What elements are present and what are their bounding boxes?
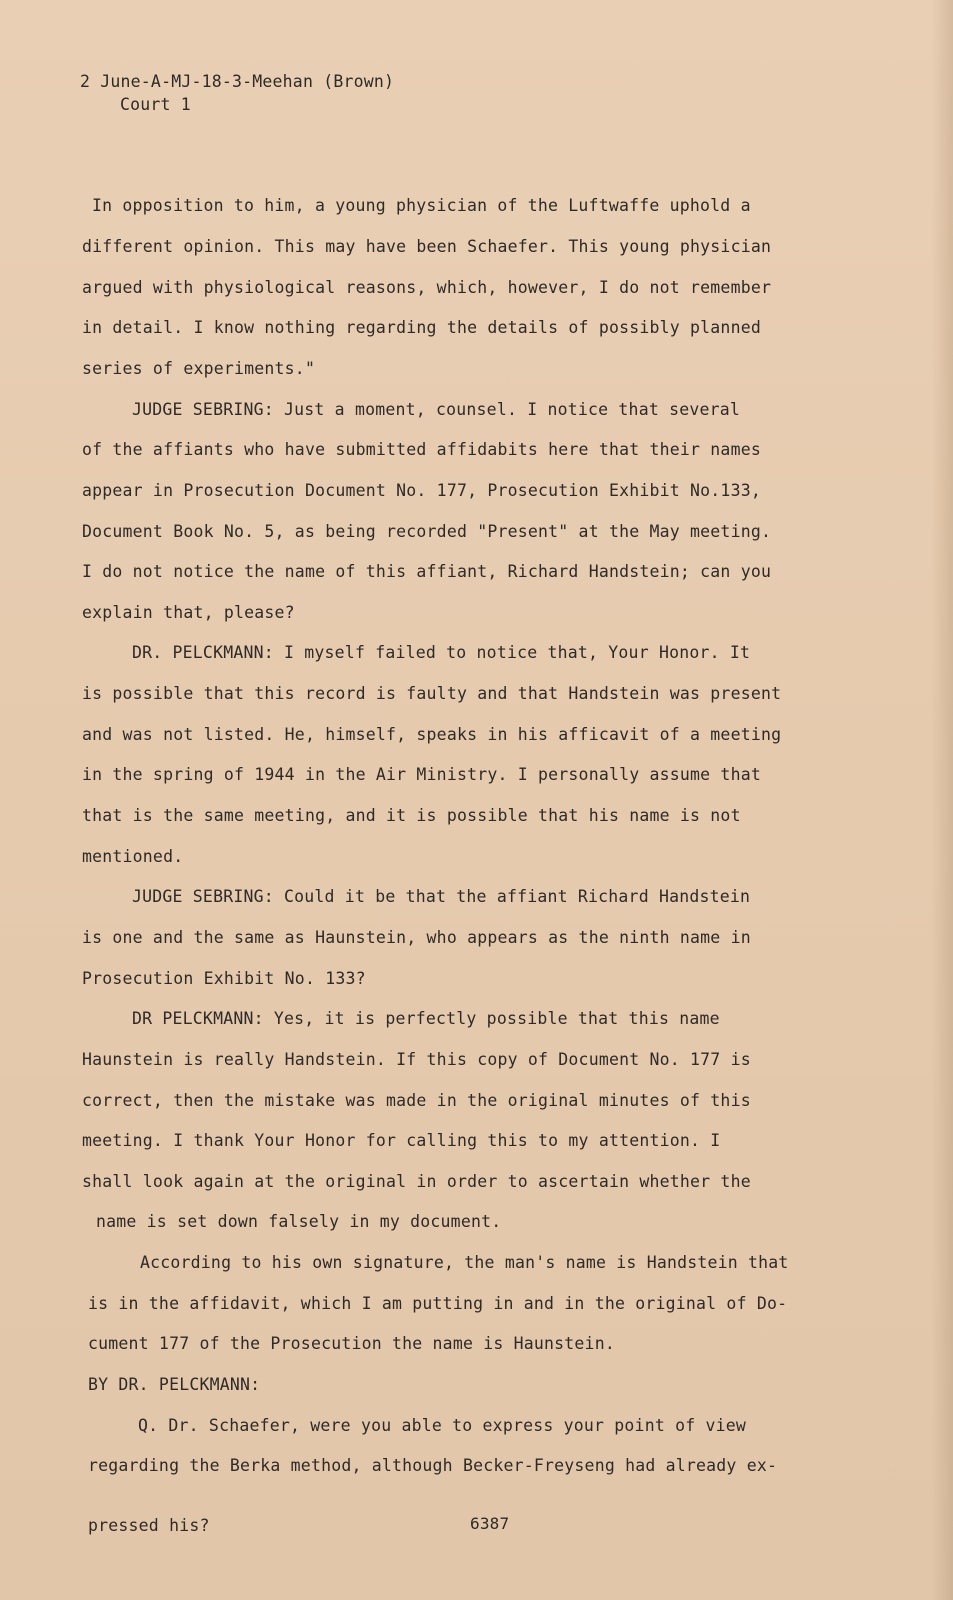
body-line: cument 177 of the Prosecution the name is Haunstein.: [88, 1334, 615, 1353]
body-line: explain that, please?: [82, 603, 295, 622]
body-line: different opinion. This may have been Schaefer. This young physician: [82, 237, 772, 256]
body-line: in the spring of 1944 in the Air Ministry. I personally assume that: [82, 765, 761, 784]
body-line: correct, then the mistake was made in the original minutes of this: [82, 1091, 751, 1110]
body-line: shall look again at the original in order to ascertain whether the: [82, 1172, 751, 1191]
body-line: name is set down falsely in my document.: [96, 1212, 502, 1231]
body-line: is possible that this record is faulty and that Handstein was present: [82, 684, 782, 703]
body-line: series of experiments.": [82, 359, 316, 378]
body-line: appear in Prosecution Document No. 177, Prosecution Exhibit No.133,: [82, 481, 761, 500]
body-line: that is the same meeting, and it is possible that his name is not: [82, 806, 741, 825]
body-line: and was not listed. He, himself, speaks in his afficavit of a meeting: [82, 725, 782, 744]
body-line: mentioned.: [82, 847, 184, 866]
body-line: in detail. I know nothing regarding the details of possibly planned: [82, 318, 761, 337]
body-line: Q. Dr. Schaefer, were you able to express your point of view: [138, 1416, 747, 1435]
body-line: BY DR. PELCKMANN:: [88, 1375, 261, 1394]
header-reference-line: 2 June-A-MJ-18-3-Meehan (Brown): [80, 72, 395, 91]
body-line: Document Book No. 5, as being recorded "Present" at the May meeting.: [82, 522, 772, 541]
body-line: DR PELCKMANN: Yes, it is perfectly possible that this name: [132, 1009, 720, 1028]
body-line: JUDGE SEBRING: Could it be that the affiant Richard Handstein: [132, 887, 751, 906]
body-line: regarding the Berka method, although Becker-Freyseng had already ex-: [88, 1456, 778, 1475]
header-court-line: Court 1: [120, 95, 191, 114]
body-line: JUDGE SEBRING: Just a moment, counsel. I notice that several: [132, 400, 741, 419]
body-line: Prosecution Exhibit No. 133?: [82, 969, 366, 988]
body-line: According to his own signature, the man's name is Handstein that: [140, 1253, 789, 1272]
body-line: DR. PELCKMANN: I myself failed to notice that, Your Honor. It: [132, 643, 751, 662]
body-line: of the affiants who have submitted affidabits here that their names: [82, 440, 761, 459]
body-line: Haunstein is really Handstein. If this copy of Document No. 177 is: [82, 1050, 751, 1069]
body-line: is in the affidavit, which I am putting in and in the original of Do-: [88, 1294, 788, 1313]
page-number: 6387: [470, 1514, 510, 1533]
body-line: is one and the same as Haunstein, who appears as the ninth name in: [82, 928, 751, 947]
body-line: pressed his?: [88, 1516, 210, 1535]
body-line: I do not notice the name of this affiant, Richard Handstein; can you: [82, 562, 772, 581]
body-line: meeting. I thank Your Honor for calling this to my attention. I: [82, 1131, 721, 1150]
body-line: In opposition to him, a young physician of the Luftwaffe uphold a: [92, 196, 751, 215]
body-line: argued with physiological reasons, which, however, I do not remember: [82, 278, 772, 297]
